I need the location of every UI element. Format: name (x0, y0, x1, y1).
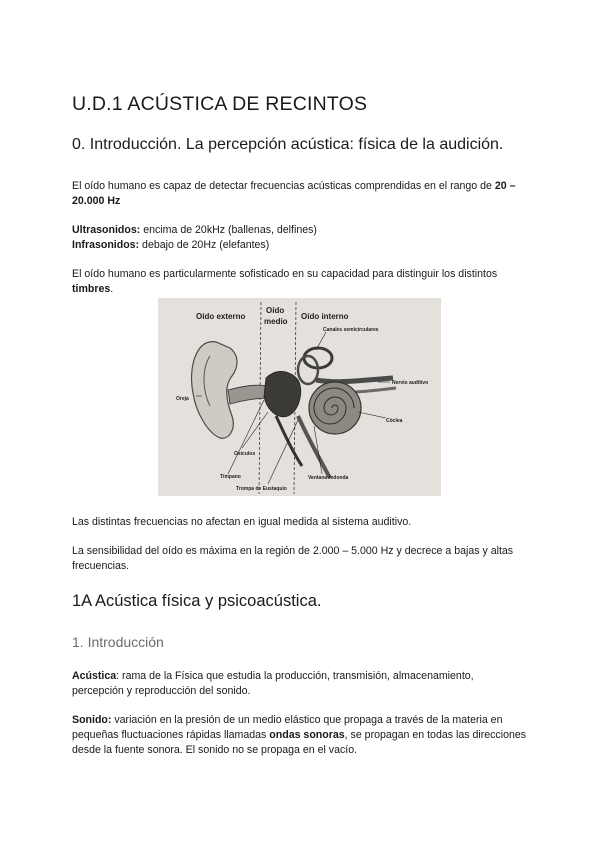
label-middle-ear-1: Oído (266, 306, 285, 315)
acustica-text: : rama de la Física que estudia la producción, transmisión, almacenamiento, percepción y reproducción del sonido. (72, 670, 474, 697)
sonido-text-1: variación en la presión de un medio elástico que propaga a través de la materia en pequeñas fluctuaciones rápidas llamadas (72, 714, 503, 741)
paragraph-sonido-definition (72, 713, 528, 758)
sonido-label: Sonido: (72, 714, 112, 726)
label-round-window: Ventana redonda (308, 475, 349, 481)
label-auditory-nerve: Nervio auditivo (392, 380, 429, 386)
paragraph-ultra-infra (72, 223, 528, 253)
paragraph-timbres (72, 267, 528, 297)
label-ossicles: Osículos (234, 451, 256, 457)
infrasound-label: Infrasonidos: (72, 239, 140, 251)
label-semicircular-canals: Canales semicirculares (323, 327, 379, 333)
ear-diagram (158, 298, 441, 496)
label-pinna: Oreja (176, 396, 189, 402)
frequency-text: El oído humano es capaz de detectar frecuencias acústicas comprendidas en el rango de (72, 180, 495, 192)
label-inner-ear: Oído interno (301, 312, 349, 321)
label-cochlea: Cóclea (386, 418, 403, 424)
section-heading-1a: 1A Acústica física y psicoacústica. (72, 592, 322, 610)
ultrasound-label: Ultrasonidos: (72, 224, 141, 236)
subsection-heading-intro: 1. Introducción (72, 634, 164, 650)
label-eustachian-tube: Trompa de Eustaquio (236, 486, 287, 492)
frequency-range-bold: 20 – 20.000 Hz (72, 180, 516, 207)
infrasound-text: debajo de 20Hz (elefantes) (139, 239, 270, 251)
ultrasound-text: encima de 20kHz (ballenas, delfines) (140, 224, 317, 236)
sonido-bold: ondas sonoras (269, 729, 345, 741)
ear-anatomy-figure (158, 298, 441, 496)
timbres-text: El oído humano es particularmente sofisticado en su capacidad para distinguir los distintos (72, 268, 498, 280)
timbres-end: . (110, 283, 114, 295)
paragraph-sensitivity: La sensibilidad del oído es máxima en la región de 2.000 – 5.000 Hz y decrece a bajas y altas frecuencias. (72, 545, 514, 572)
paragraph-acustica-definition (72, 669, 528, 699)
paragraph-frequency-effect: Las distintas frecuencias no afectan en igual medida al sistema auditivo. (72, 516, 412, 528)
document-title: U.D.1 ACÚSTICA DE RECINTOS (72, 93, 368, 115)
paragraph-frequency-range (72, 179, 528, 209)
timbres-bold: timbres (72, 283, 111, 295)
label-middle-ear-2: medio (264, 317, 288, 326)
section-heading-0: 0. Introducción. La percepción acústica: física de la audición. (72, 136, 504, 153)
label-outer-ear: Oído externo (196, 312, 246, 321)
acustica-label: Acústica (72, 670, 117, 682)
sonido-text-2: , se propagan en todas las direcciones desde la fuente sonora. El sonido no se propaga en el vacío. (72, 729, 527, 756)
label-eardrum: Tímpano (220, 474, 241, 480)
